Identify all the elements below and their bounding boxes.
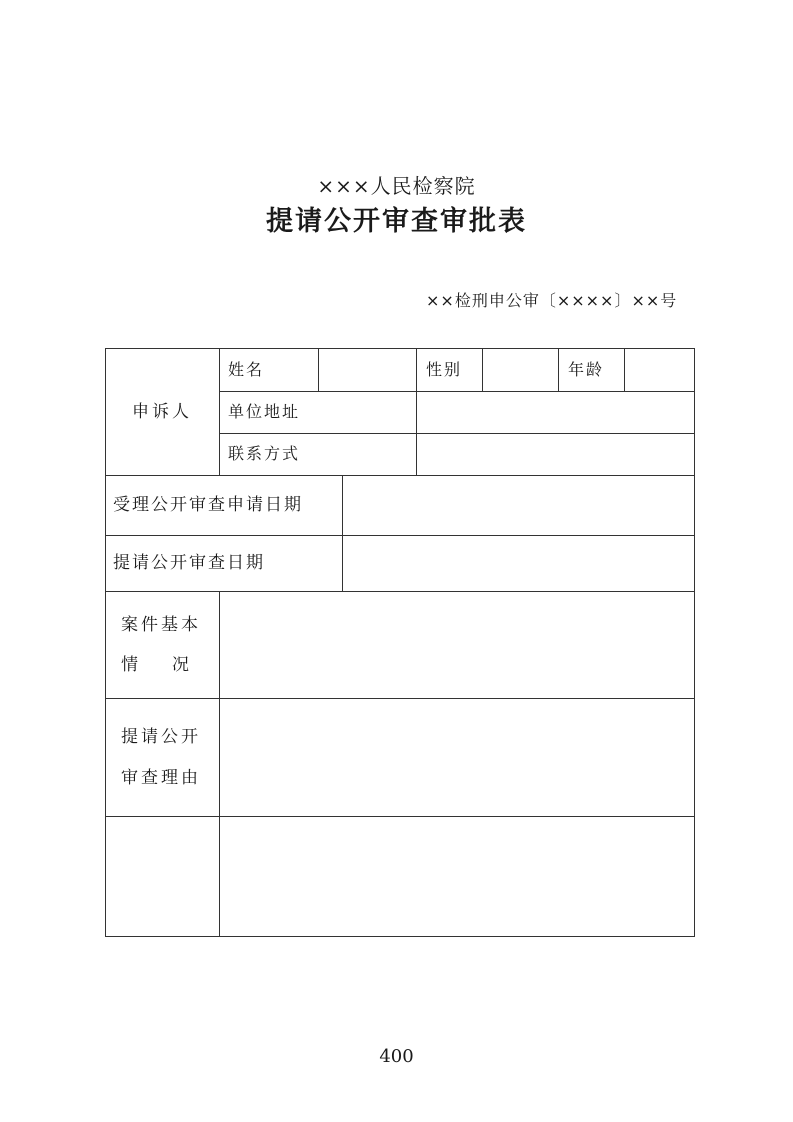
document-number: ××检刑申公审〔××××〕××号 <box>426 291 678 310</box>
age-label: 年龄 <box>568 360 605 379</box>
page-number: 400 <box>379 1046 414 1067</box>
reason-field[interactable] <box>220 699 694 815</box>
request-date-label: 提请公开审查日期 <box>113 553 265 573</box>
case-info-field[interactable] <box>220 592 694 697</box>
extra-content-field[interactable] <box>220 817 694 936</box>
unit-address-label: 单位地址 <box>228 402 301 421</box>
case-info-label-line1: 案件基本 <box>121 615 201 635</box>
case-info-label-line2: 情 况 <box>121 655 189 675</box>
request-date-field[interactable] <box>343 536 694 590</box>
approval-form-table <box>105 348 695 937</box>
acceptance-date-label: 受理公开审查申请日期 <box>113 495 303 515</box>
reason-label-line1: 提请公开 <box>121 727 201 747</box>
reason-label-line2: 审查理由 <box>121 768 201 788</box>
petitioner-label: 申诉人 <box>132 402 192 422</box>
acceptance-date-field[interactable] <box>343 476 694 534</box>
contact-field[interactable] <box>417 434 694 474</box>
extra-label-cell <box>107 817 218 936</box>
name-label: 姓名 <box>228 360 265 379</box>
contact-label: 联系方式 <box>228 444 301 463</box>
age-field[interactable] <box>625 350 694 390</box>
column-divider <box>558 349 559 391</box>
unit-address-field[interactable] <box>417 392 694 432</box>
gender-label: 性别 <box>426 360 463 379</box>
gender-field[interactable] <box>483 350 557 390</box>
name-field[interactable] <box>319 350 415 390</box>
page-title: 提请公开审查审批表 <box>266 206 527 237</box>
organization-name: ×××人民检察院 <box>317 174 476 198</box>
column-divider <box>219 349 220 475</box>
